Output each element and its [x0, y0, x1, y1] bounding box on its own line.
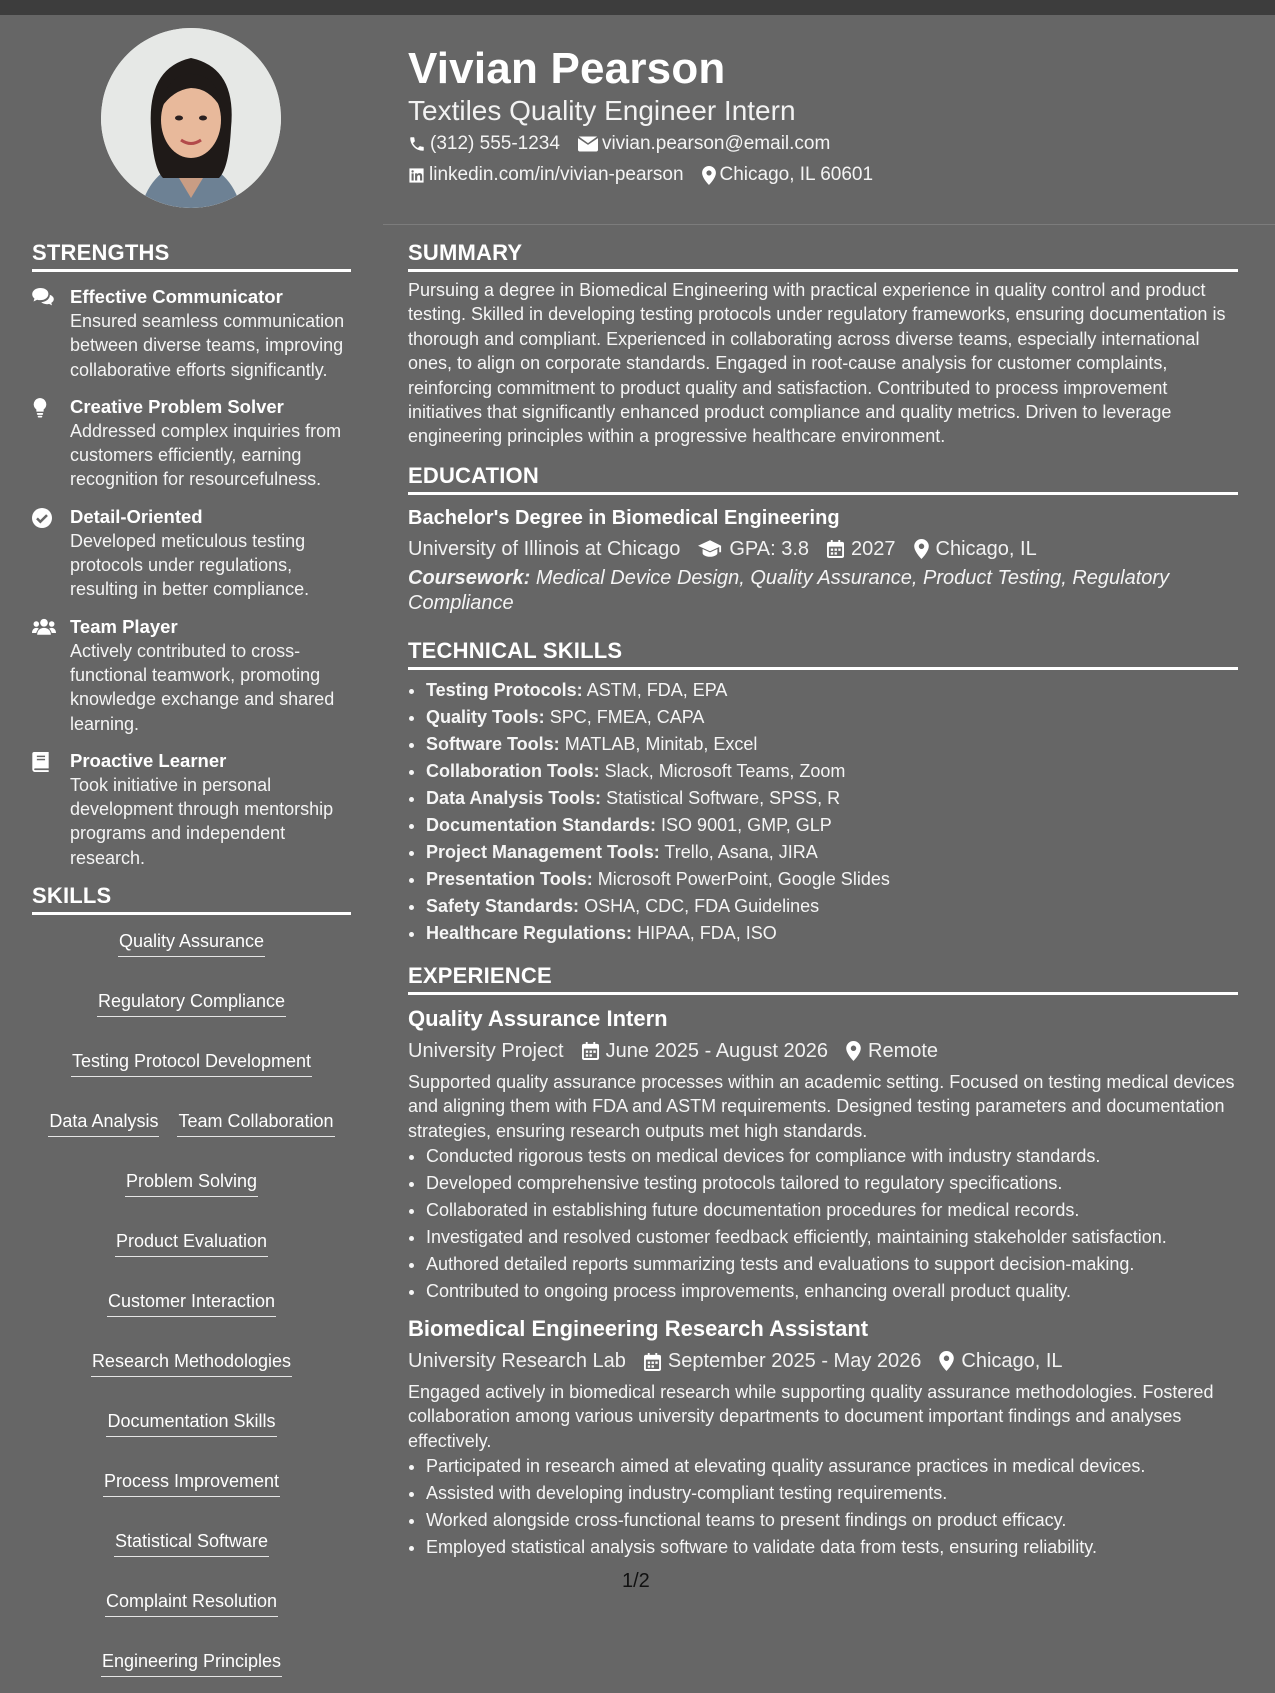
top-bar: [0, 0, 1275, 15]
linkedin-icon: [408, 167, 425, 184]
job-dates: [644, 1347, 922, 1375]
strength-item: [32, 505, 351, 602]
strength-title: Proactive Learner: [70, 749, 227, 771]
strength-item: [32, 395, 351, 492]
contact-row-1: [408, 133, 830, 155]
job-description: Engaged actively in biomedical research while supporting quality assurance methodologies. Fostered collaboration among various university departments to document important findings and analyses effectively.: [408, 1382, 1214, 1451]
header-divider: [383, 224, 1275, 225]
right-column: [408, 240, 1238, 1572]
technical-skill-label: Quality Tools:: [426, 706, 545, 727]
technical-skills-list: [408, 677, 1238, 947]
check-circle-icon: [32, 508, 52, 528]
skill-tag: Team Collaboration: [177, 1109, 334, 1137]
calendar-icon: [644, 1352, 661, 1371]
users-icon: [32, 618, 56, 636]
technical-skill-value: MATLAB, Minitab, Excel: [564, 733, 758, 754]
email-text: vivian.pearson@email.com: [601, 133, 831, 154]
profile-photo: [101, 28, 281, 208]
technical-skill-value: OSHA, CDC, FDA Guidelines: [584, 895, 820, 916]
phone-contact: [408, 133, 560, 155]
technical-skill-item: [426, 812, 1238, 839]
skill-tag: Process Improvement: [103, 1469, 280, 1497]
strengths-list: [32, 285, 351, 870]
job-org-text: University Research Lab: [408, 1350, 626, 1373]
job-bullet: • Authored detailed reports summarizing tests and evaluations to support decision-making.: [426, 1251, 1238, 1278]
education-section: [408, 463, 1238, 616]
skill-tag: Customer Interaction: [107, 1289, 276, 1317]
job-bullet: • Conducted rigorous tests on medical devices for compliance with industry standards.: [426, 1143, 1238, 1170]
skill-tag: Documentation Skills: [106, 1409, 276, 1437]
job-org: [408, 1037, 564, 1065]
education-heading: EDUCATION: [408, 463, 1238, 495]
envelope-icon: [578, 136, 598, 152]
technical-skill-value: HIPAA, FDA, ISO: [637, 922, 777, 943]
summary-text: Pursuing a degree in Biomedical Engineering with practical experience in quality control and product testing. Skilled in developing testing protocols under regulatory frameworks, ensuring documentation is thorough and compliant. Experienced in collaborating across diverse teams, especially international ones, to align on corporate standards. Engaged in root-cause analysis for customer complaints, reinforcing commitment to product quality and satisfaction. Contributed to process improvement initiatives that significantly enhanced product compliance and quality metrics. Driven to leverage engineering principles within a progressive healthcare environment.: [408, 280, 1226, 447]
job-meta: [408, 1037, 1238, 1065]
linkedin-contact[interactable]: [408, 164, 684, 186]
job-entry: [408, 1005, 1238, 1305]
experience-heading: EXPERIENCE: [408, 963, 1238, 995]
technical-skill-value: Trello, Asana, JIRA: [664, 841, 818, 862]
summary-section: [408, 240, 1238, 449]
job-location-text: Remote: [868, 1039, 939, 1062]
technical-skill-item: [426, 866, 1238, 893]
skill-tag: Testing Protocol Development: [71, 1049, 312, 1077]
phone-text: (312) 555-1234: [430, 133, 560, 154]
technical-skill-label: Safety Standards:: [426, 895, 580, 916]
jobs-list: [408, 1005, 1238, 1561]
job-bullet: • Assisted with developing industry-compliant testing requirements.: [426, 1480, 1238, 1507]
job-bullet: • Collaborated in establishing future documentation procedures for medical records.: [426, 1197, 1238, 1224]
location-text: Chicago, IL 60601: [719, 164, 874, 185]
job-bullet: • Investigated and resolved customer feedback efficiently, maintaining stakeholder satisfaction.: [426, 1224, 1238, 1251]
summary-heading: SUMMARY: [408, 240, 1238, 272]
lightbulb-icon: [32, 398, 48, 418]
job-entry-title: Quality Assurance Intern: [408, 1005, 668, 1031]
coursework-text: Medical Device Design, Quality Assurance, Product Testing, Regulatory Compliance: [408, 566, 1170, 614]
school-text: University of Illinois at Chicago: [408, 537, 681, 560]
year-text: 2027: [851, 537, 896, 560]
job-bullet: • Employed statistical analysis software to validate data from tests, ensuring reliability.: [426, 1534, 1238, 1561]
job-bullet: • Participated in research aimed at elevating quality assurance practices in medical devices.: [426, 1453, 1238, 1480]
phone-icon: [408, 135, 426, 153]
coursework: [408, 566, 1238, 616]
technical-skill-value: Statistical Software, SPSS, R: [606, 787, 841, 808]
job-dates-text: June 2025 - August 2026: [605, 1039, 829, 1062]
job-meta: [408, 1347, 1238, 1375]
strength-desc: Took initiative in personal development through mentorship programs and independent research.: [70, 774, 334, 868]
gpa-text: GPA: 3.8: [729, 537, 810, 560]
calendar-icon: [827, 539, 844, 558]
strength-title: Effective Communicator: [70, 286, 283, 307]
job-dates: [582, 1037, 828, 1065]
job-bullets: [408, 1453, 1238, 1561]
book-icon: [32, 752, 49, 772]
skill-tag: Research Methodologies: [91, 1349, 292, 1377]
technical-skill-label: Documentation Standards:: [426, 814, 657, 835]
left-column: [32, 240, 351, 1693]
job-location: [939, 1347, 1062, 1375]
strength-title: Creative Problem Solver: [70, 395, 284, 417]
job-description: Supported quality assurance processes within an academic setting. Focused on testing medical devices and aligning them with FDA and ASTM requirements. Designed testing parameters and documentation strategies, ensuring research outputs met high standards.: [408, 1071, 1235, 1141]
education-meta: [408, 535, 1238, 563]
technical-skill-label: Healthcare Regulations:: [426, 922, 633, 943]
technical-skill-item: [426, 758, 1238, 785]
degree-title: Bachelor's Degree in Biomedical Engineering: [408, 506, 840, 529]
job-entry: [408, 1315, 1238, 1561]
technical-skill-value: Slack, Microsoft Teams, Zoom: [604, 760, 846, 781]
graduation-cap-icon: [698, 540, 722, 557]
job-bullet: • Contributed to ongoing process improvements, enhancing overall product quality.: [426, 1278, 1238, 1305]
technical-skill-item: [426, 704, 1238, 731]
skill-tag: Data Analysis: [48, 1109, 159, 1137]
map-marker-icon: [914, 539, 929, 559]
strength-desc: Ensured seamless communication between diverse teams, improving collaborative efforts significantly.: [70, 311, 345, 380]
skills-heading: SKILLS: [32, 883, 351, 915]
technical-skill-label: Software Tools:: [426, 733, 560, 754]
page-number: 1/2: [622, 1570, 650, 1592]
strength-item: [32, 285, 351, 382]
contact-row-2: [408, 164, 873, 186]
grad-year: [827, 535, 896, 563]
job-dates-text: September 2025 - May 2026: [667, 1350, 922, 1373]
candidate-name: Vivian Pearson: [408, 44, 726, 93]
skill-tag: Quality Assurance: [118, 929, 265, 957]
skills-list: [32, 929, 351, 1693]
location-contact: [702, 164, 874, 186]
linkedin-text: linkedin.com/in/vivian-pearson: [429, 164, 684, 185]
strength-item: [32, 749, 351, 870]
job-title: Textiles Quality Engineer Intern: [408, 95, 796, 126]
skill-tag: Problem Solving: [125, 1169, 258, 1197]
technical-skill-item: [426, 677, 1238, 704]
technical-skill-value: SPC, FMEA, CAPA: [549, 706, 705, 727]
strength-desc: Actively contributed to cross-functional teamwork, promoting knowledge exchange and shared learning.: [70, 640, 335, 734]
job-bullet: • Developed comprehensive testing protocols tailored to regulatory specifications.: [426, 1170, 1238, 1197]
job-bullets: [408, 1143, 1238, 1305]
skill-tag: Regulatory Compliance: [97, 989, 286, 1017]
technical-skills-heading: TECHNICAL SKILLS: [408, 638, 1238, 670]
technical-skill-value: ISO 9001, GMP, GLP: [661, 814, 832, 835]
email-contact[interactable]: [578, 133, 830, 155]
technical-skill-label: Collaboration Tools:: [426, 760, 600, 781]
strength-desc: Developed meticulous testing protocols under regulations, resulting in better compliance.: [70, 530, 310, 600]
skill-tag: Product Evaluation: [115, 1229, 268, 1257]
education-location-text: Chicago, IL: [935, 537, 1037, 560]
technical-skill-item: [426, 785, 1238, 812]
technical-skill-label: Project Management Tools:: [426, 841, 660, 862]
map-marker-icon: [702, 166, 716, 185]
gpa: [698, 535, 809, 563]
strengths-heading: STRENGTHS: [32, 240, 351, 272]
job-org-text: University Project: [408, 1039, 564, 1062]
technical-skill-label: Data Analysis Tools:: [426, 787, 602, 808]
technical-skill-label: Presentation Tools:: [426, 868, 593, 889]
skill-tag: Complaint Resolution: [105, 1589, 278, 1617]
strength-title: Detail-Oriented: [70, 505, 203, 527]
technical-skill-item: [426, 920, 1238, 947]
map-marker-icon: [846, 1041, 861, 1061]
education-location: [914, 535, 1037, 563]
coursework-label: Coursework:: [408, 566, 531, 589]
job-bullet: • Worked alongside cross-functional teams to present findings on product efficacy.: [426, 1507, 1238, 1534]
skill-tag: Engineering Principles: [101, 1649, 282, 1677]
strength-desc: Addressed complex inquiries from customers efficiently, earning recognition for resourcefulness.: [70, 420, 342, 490]
technical-skill-value: ASTM, FDA, EPA: [586, 679, 728, 700]
technical-skills-section: [408, 638, 1238, 947]
calendar-icon: [582, 1041, 599, 1060]
job-entry-title: Biomedical Engineering Research Assistant: [408, 1316, 869, 1342]
technical-skill-item: [426, 839, 1238, 866]
strength-title: Team Player: [70, 615, 178, 637]
technical-skill-label: Testing Protocols:: [426, 679, 583, 700]
comments-icon: [32, 288, 54, 306]
job-org: [408, 1347, 626, 1375]
job-location: [846, 1037, 938, 1065]
experience-section: [408, 963, 1238, 1561]
school-name: [408, 535, 680, 563]
job-location-text: Chicago, IL: [961, 1350, 1063, 1373]
map-marker-icon: [939, 1351, 954, 1371]
strength-item: [32, 615, 351, 736]
technical-skill-value: Microsoft PowerPoint, Google Slides: [597, 868, 890, 889]
technical-skill-item: [426, 731, 1238, 758]
technical-skill-item: [426, 893, 1238, 920]
skill-tag: Statistical Software: [114, 1529, 269, 1557]
